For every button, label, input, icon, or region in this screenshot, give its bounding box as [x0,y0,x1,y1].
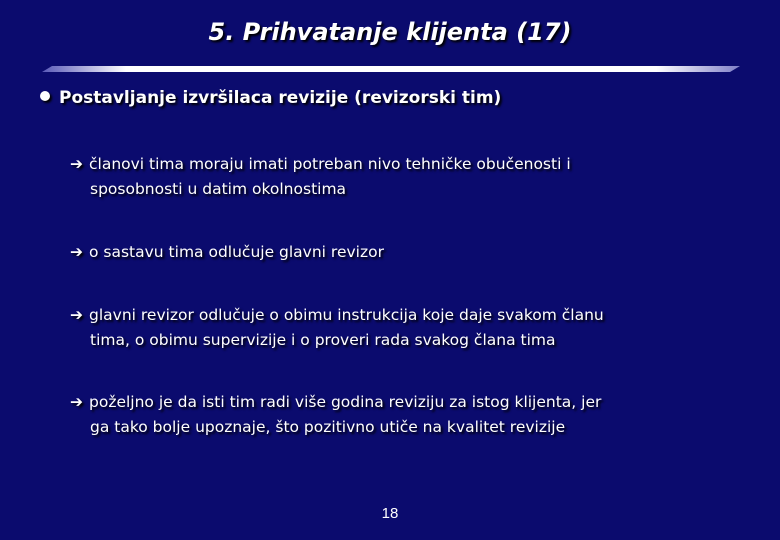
sub-bullet-4 [70,390,720,440]
sub-bullet-1 [70,152,720,202]
arrow-icon: ➔ [70,243,83,261]
page-number: 18 [381,505,399,522]
sub-bullet-1-line2: sposobnosti u datim okolnostima [90,180,347,198]
sub-bullet-3-line1: glavni revizor odlučuje o obimu instrukcija koje daje svakom članu [89,306,604,324]
arrow-icon: ➔ [70,155,83,173]
arrow-icon: ➔ [70,306,83,324]
main-bullet-text: Postavljanje izvršilaca revizije (revizorski tim) [59,88,502,108]
arrow-icon: ➔ [70,393,83,411]
sub-bullet-4-line2: ga tako bolje upoznaje, što pozitivno utiče na kvalitet revizije [90,418,566,436]
sub-bullet-2 [70,240,720,265]
sub-bullet-4-line1: poželjno je da isti tim radi više godina reviziju za istog klijenta, jer [89,393,602,411]
bullet-dot-icon [40,91,50,101]
title-divider [42,64,740,74]
sub-bullet-2-line1: o sastavu tima odlučuje glavni revizor [89,243,384,261]
main-bullet [40,88,501,108]
slide-title: 5. Prihvatanje klijenta (17) [208,18,572,46]
sub-bullet-1-line1: članovi tima moraju imati potreban nivo tehničke obučenosti i [89,155,571,173]
sub-bullet-3 [70,303,720,353]
sub-bullet-3-line2: tima, o obimu supervizije i o proveri rada svakog člana tima [90,331,556,349]
